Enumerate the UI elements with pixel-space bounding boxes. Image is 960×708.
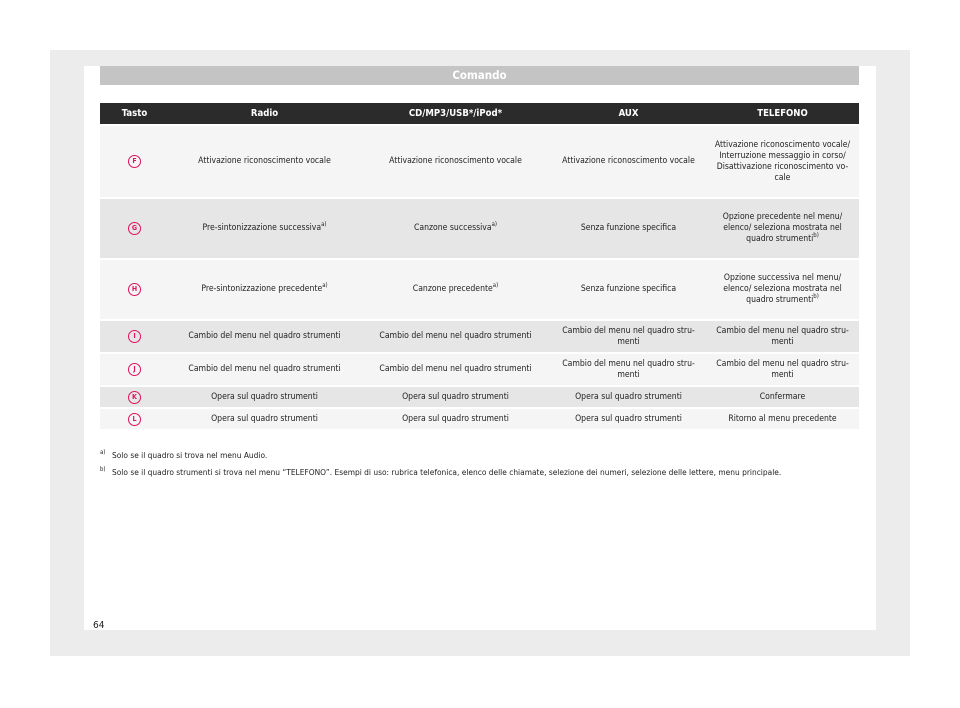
aux-cell: Cambio del menu nel quadro stru- menti xyxy=(551,354,706,385)
key-badge-icon: K xyxy=(128,391,141,404)
tel-cell: Opzione precedente nel menu/ elenco/ seleziona mostrata nel quadro strumenti$^{b)}$ xyxy=(706,199,859,258)
key-cell xyxy=(100,387,169,407)
key-badge-icon: I xyxy=(128,330,141,343)
aux-cell: Senza funzione specifica xyxy=(551,199,706,258)
radio-cell: Pre-sintonizzazione precedente$^{a)}$ xyxy=(169,260,360,319)
radio-cell: Cambio del menu nel quadro strumenti xyxy=(169,354,360,385)
header-radio: Radio xyxy=(169,103,360,124)
cd-cell: Canzone precedente$^{a)}$ xyxy=(360,260,551,319)
key-badge-icon: L xyxy=(128,413,141,426)
cd-cell: Opera sul quadro strumenti xyxy=(360,387,551,407)
footnote-b xyxy=(100,467,860,478)
tel-cell: Cambio del menu nel quadro stru- menti xyxy=(706,354,859,385)
table-row xyxy=(100,409,859,429)
table-header-row xyxy=(100,103,859,124)
footnotes xyxy=(100,450,860,484)
page-number: 64 xyxy=(93,620,105,631)
aux-cell: Cambio del menu nel quadro stru- menti xyxy=(551,321,706,352)
footnote-mark: b) xyxy=(100,466,106,473)
table-row xyxy=(100,354,859,385)
cd-cell: Attivazione riconoscimento vocale xyxy=(360,126,551,197)
cd-cell: Opera sul quadro strumenti xyxy=(360,409,551,429)
key-cell xyxy=(100,260,169,319)
cd-cell: Cambio del menu nel quadro strumenti xyxy=(360,354,551,385)
key-cell xyxy=(100,409,169,429)
cd-cell: Canzone successiva$^{a)}$ xyxy=(360,199,551,258)
header-telefono: TELEFONO xyxy=(706,103,859,124)
key-badge-icon: J xyxy=(128,363,141,376)
command-table xyxy=(100,101,859,431)
aux-cell: Senza funzione specifica xyxy=(551,260,706,319)
key-badge-icon: G xyxy=(128,222,141,235)
key-badge-icon: F xyxy=(128,155,141,168)
radio-cell: Pre-sintonizzazione successiva$^{a)}$ xyxy=(169,199,360,258)
table-row xyxy=(100,260,859,319)
radio-cell: Opera sul quadro strumenti xyxy=(169,387,360,407)
aux-cell: Opera sul quadro strumenti xyxy=(551,409,706,429)
tel-cell: Opzione successiva nel menu/ elenco/ seleziona mostrata nel quadro strumenti$^{b)}$ xyxy=(706,260,859,319)
table-caption: Comando xyxy=(100,66,859,85)
aux-cell: Attivazione riconoscimento vocale xyxy=(551,126,706,197)
key-cell xyxy=(100,321,169,352)
table-row xyxy=(100,126,859,197)
footnote-text: Solo se il quadro si trova nel menu Audio. xyxy=(112,450,268,460)
tel-cell: Attivazione riconoscimento vocale/ Interruzione messaggio in corso/ Disattivazione riconoscimento vo- cale xyxy=(706,126,859,197)
header-tasto: Tasto xyxy=(100,103,169,124)
table-row xyxy=(100,199,859,258)
table-row xyxy=(100,321,859,352)
aux-cell: Opera sul quadro strumenti xyxy=(551,387,706,407)
footnote-a xyxy=(100,450,860,461)
tel-cell: Ritorno al menu precedente xyxy=(706,409,859,429)
key-badge-icon: H xyxy=(128,283,141,296)
key-cell xyxy=(100,354,169,385)
table-row xyxy=(100,387,859,407)
cd-cell: Cambio del menu nel quadro strumenti xyxy=(360,321,551,352)
key-cell xyxy=(100,126,169,197)
radio-cell: Opera sul quadro strumenti xyxy=(169,409,360,429)
header-cd: CD/MP3/USB*/iPod* xyxy=(360,103,551,124)
tel-cell: Cambio del menu nel quadro stru- menti xyxy=(706,321,859,352)
header-aux: AUX xyxy=(551,103,706,124)
footnote-text: Solo se il quadro strumenti si trova nel menu “TELEFONO”. Esempi di uso: rubrica telefonica, elenco delle chiamate, selezione dei numeri, selezione delle lettere, menu principale. xyxy=(112,467,782,477)
radio-cell: Cambio del menu nel quadro strumenti xyxy=(169,321,360,352)
radio-cell: Attivazione riconoscimento vocale xyxy=(169,126,360,197)
footnote-mark: a) xyxy=(100,449,106,456)
tel-cell: Confermare xyxy=(706,387,859,407)
key-cell xyxy=(100,199,169,258)
